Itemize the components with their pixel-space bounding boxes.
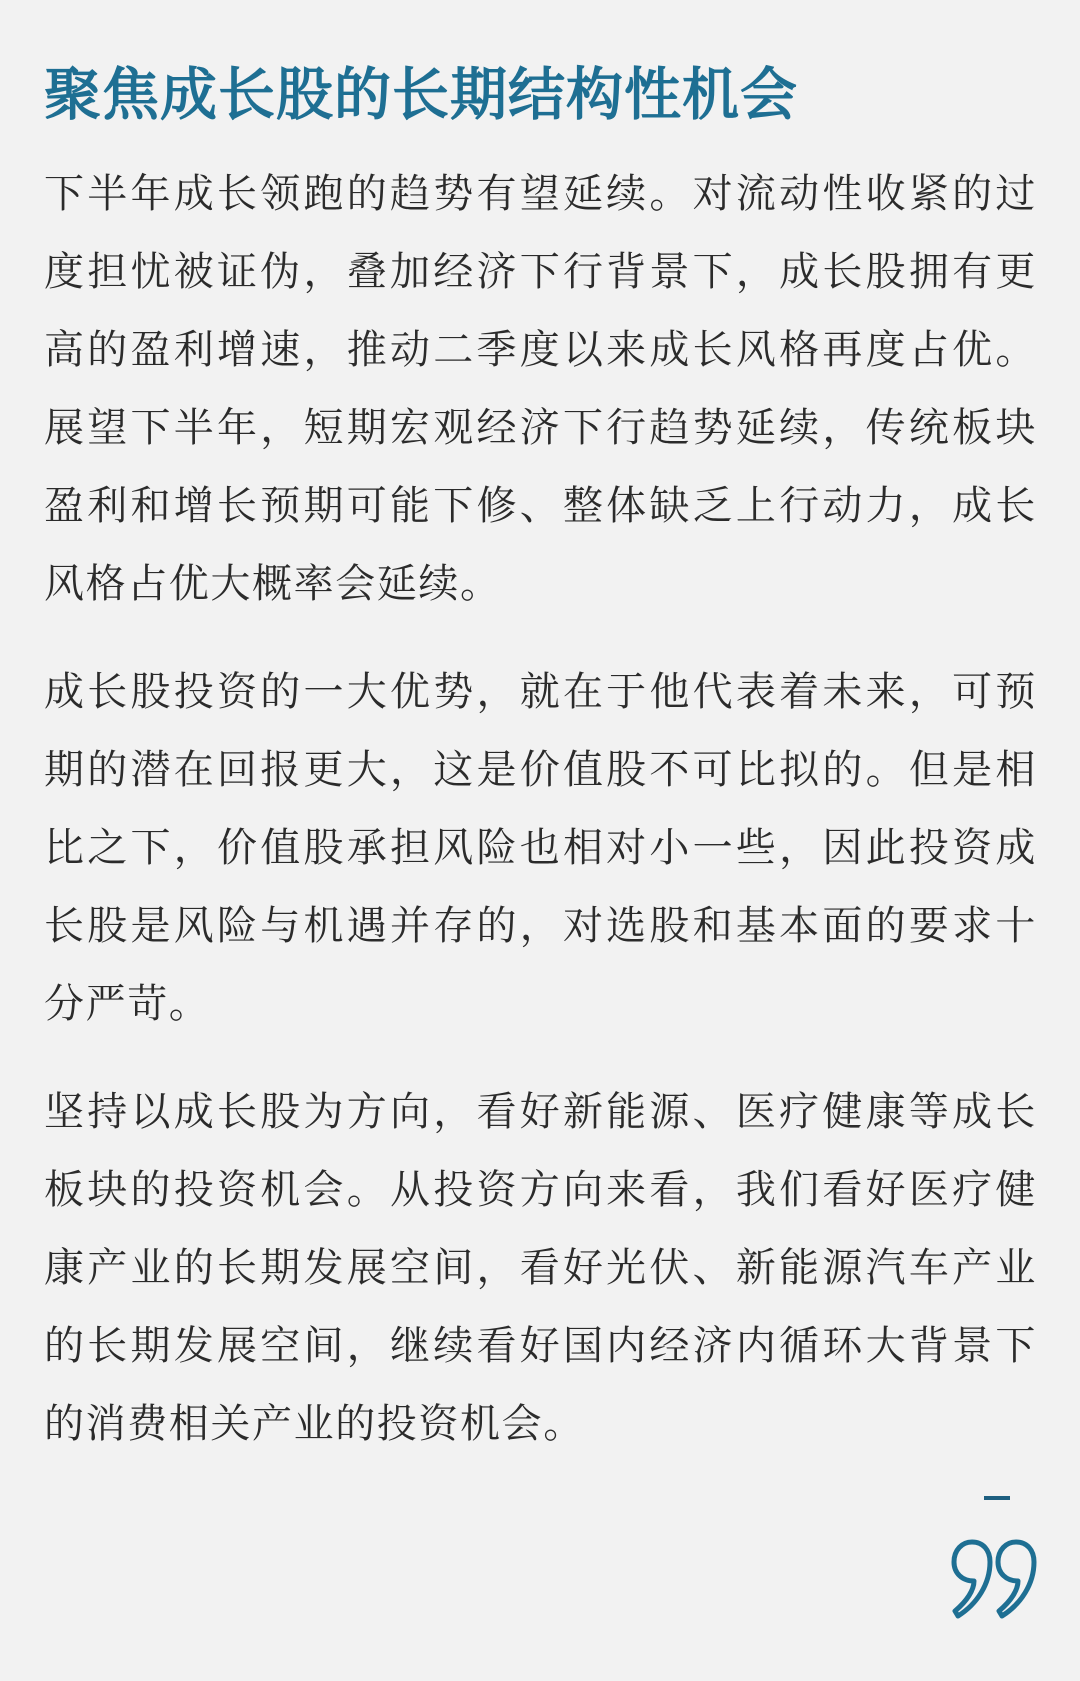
article-title: 聚焦成长股的长期结构性机会	[44, 62, 798, 128]
paragraph-investment-direction: 坚持以成长股为方向，看好新能源、医疗健康等成长板块的投资机会。从投资方向来看，我们看好医疗健康产业的长期发展空间，看好光伏、新能源汽车产业的长期发展空间，继续看好国内经济内循环大背景下的消费相关产业的投资机会。	[44, 1089, 1037, 1448]
paragraph-growth-advantage: 成长股投资的一大优势，就在于他代表着未来，可预期的潜在回报更大，这是价值股不可比拟的。但是相比之下，价值股承担风险也相对小一些，因此投资成长股是风险与机遇并存的，对选股和基本面的要求十分严苛。	[44, 669, 1037, 1028]
paragraph-outlook: 下半年成长领跑的趋势有望延续。对流动性收紧的过度担忧被证伪，叠加经济下行背景下，成长股拥有更高的盈利增速，推动二季度以来成长风格再度占优。展望下半年，短期宏观经济下行趋势延续，传统板块盈利和增长预期可能下修、整体缺乏上行动力，成长风格占优大概率会延续。	[44, 171, 1037, 608]
article	[44, 58, 1037, 1463]
closing-quote-icon	[950, 1538, 1038, 1620]
quote-divider	[984, 1496, 1010, 1500]
